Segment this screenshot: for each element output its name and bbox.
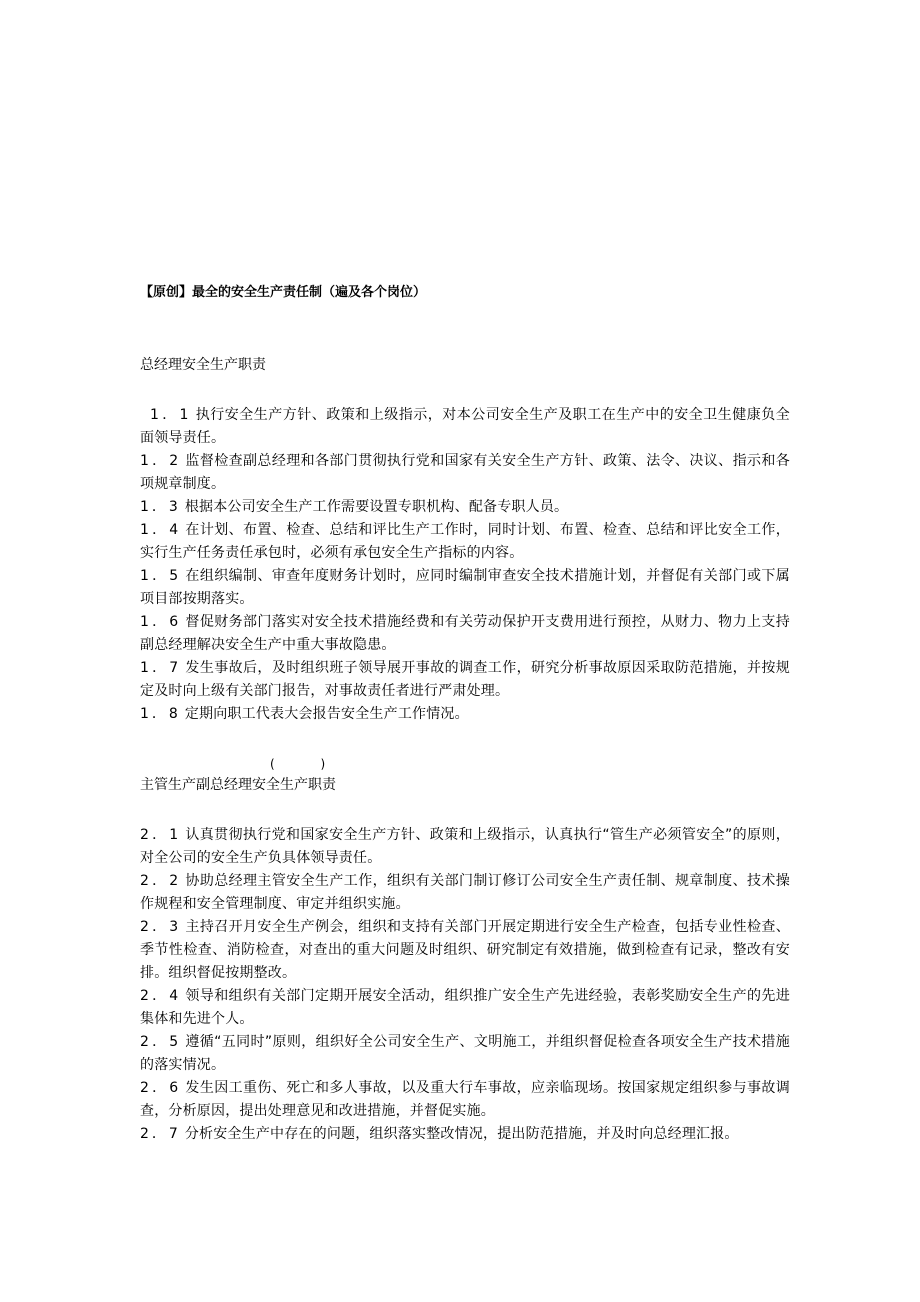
duty-text: 协助总经理主管安全生产工作，组织有关部门制订修订公司安全生产责任制、规章制度、技术操作规程和安全管理制度、审定并组织实施。 xyxy=(140,873,790,912)
duty-item xyxy=(140,496,790,519)
duty-item xyxy=(140,1031,790,1077)
duty-item xyxy=(140,824,790,870)
duty-number: 2．7 xyxy=(140,1126,181,1142)
duty-number: 1．3 xyxy=(140,499,181,515)
duty-text: 在计划、布置、检查、总结和评比生产工作时，同时计划、布置、检查、总结和评比安全工作，实行生产任务责任承包时，必须有承包安全生产指标的内容。 xyxy=(140,522,790,561)
duty-text: 定期向职工代表大会报告安全生产工作情况。 xyxy=(184,706,469,722)
duty-item xyxy=(140,657,790,703)
duty-item xyxy=(140,1077,790,1123)
duty-number: 1．6 xyxy=(140,614,182,630)
duty-item xyxy=(140,703,790,726)
general-manager-duties-list xyxy=(140,404,790,726)
document-title: 【原创】最全的安全生产责任制（遍及各个岗位） xyxy=(140,285,427,300)
duty-number: 1．2 xyxy=(140,453,182,469)
duty-text: 督促财务部门落实对安全技术措施经费和有关劳动保护开支费用进行预控，从财力、物力上支持副总经理解决安全生产中重大事故隐患。 xyxy=(140,614,790,653)
duty-number: 2．3 xyxy=(140,919,182,935)
duty-number: 1．4 xyxy=(140,522,182,538)
duty-item xyxy=(140,1123,790,1146)
duty-item xyxy=(140,611,790,657)
document-content xyxy=(140,282,790,1146)
section-heading-production-vice-manager: 主管生产副总经理安全生产职责 xyxy=(140,777,336,793)
duty-text: 发生事故后，及时组织班子领导展开事故的调查工作，研究分析事故原因采取防范措施，并按规定及时向上级有关部门报告，对事故责任者进行严肃处理。 xyxy=(140,660,790,699)
duty-number: 2．2 xyxy=(140,873,182,889)
duty-text: 监督检查副总经理和各部门贯彻执行党和国家有关安全生产方针、政策、法令、决议、指示和各项规章制度。 xyxy=(140,453,790,492)
duty-item xyxy=(140,916,790,985)
duty-item xyxy=(140,404,790,450)
duty-text: 分析安全生产中存在的问题，组织落实整改情况，提出防范措施，并及时向总经理汇报。 xyxy=(184,1126,739,1142)
duty-text: 主持召开月安全生产例会，组织和支持有关部门开展定期进行安全生产检查，包括专业性检查、季节性检查、消防检查，对查出的重大问题及时组织、研究制定有效措施，做到检查有记录，整改有安排。组织督促按期整改。 xyxy=(140,919,790,981)
duty-number: 2．5 xyxy=(140,1034,182,1050)
duty-text: 发生因工重伤、死亡和多人事故，以及重大行车事故，应亲临现场。按国家规定组织参与事故调查，分析原因，提出处理意见和改进措施，并督促实施。 xyxy=(140,1080,790,1119)
duty-text: 遵循“五同时”原则，组织好全公司安全生产、文明施工，并组织督促检查各项安全生产技术措施的落实情况。 xyxy=(140,1034,790,1073)
duty-number: 2．6 xyxy=(140,1080,182,1096)
duty-item xyxy=(140,565,790,611)
duty-number: 1．5 xyxy=(140,568,182,584)
duty-text: 认真贯彻执行党和国家安全生产方针、政策和上级指示，认真执行“管生产必须管安全”的原则，对全公司的安全生产负具体领导责任。 xyxy=(140,827,790,866)
duty-number: 1．8 xyxy=(140,706,181,722)
vice-manager-duties-list xyxy=(140,824,790,1146)
duty-text: 根据本公司安全生产工作需要设置专职机构、配备专职人员。 xyxy=(184,499,569,515)
duty-text: 在组织编制、审查年度财务计划时，应同时编制审查安全技术措施计划，并督促有关部门或下属项目部按期落实。 xyxy=(140,568,790,607)
duty-text: 执行安全生产方针、政策和上级指示，对本公司安全生产及职工在生产中的安全卫生健康负全面领导责任。 xyxy=(140,407,790,446)
duty-item xyxy=(140,450,790,496)
duty-item xyxy=(140,985,790,1031)
duty-number: 1．7 xyxy=(140,660,182,676)
duty-item xyxy=(140,870,790,916)
empty-parentheses: ( ) xyxy=(270,757,326,771)
duty-text: 领导和组织有关部门定期开展安全活动，组织推广安全生产先进经验，表彰奖励安全生产的先进集体和先进个人。 xyxy=(140,988,790,1027)
duty-number: 2．1 xyxy=(140,827,182,843)
duty-number: 1．1 xyxy=(150,407,192,423)
duty-number: 2．4 xyxy=(140,988,182,1004)
duty-item xyxy=(140,519,790,565)
section-heading-general-manager: 总经理安全生产职责 xyxy=(140,357,266,373)
